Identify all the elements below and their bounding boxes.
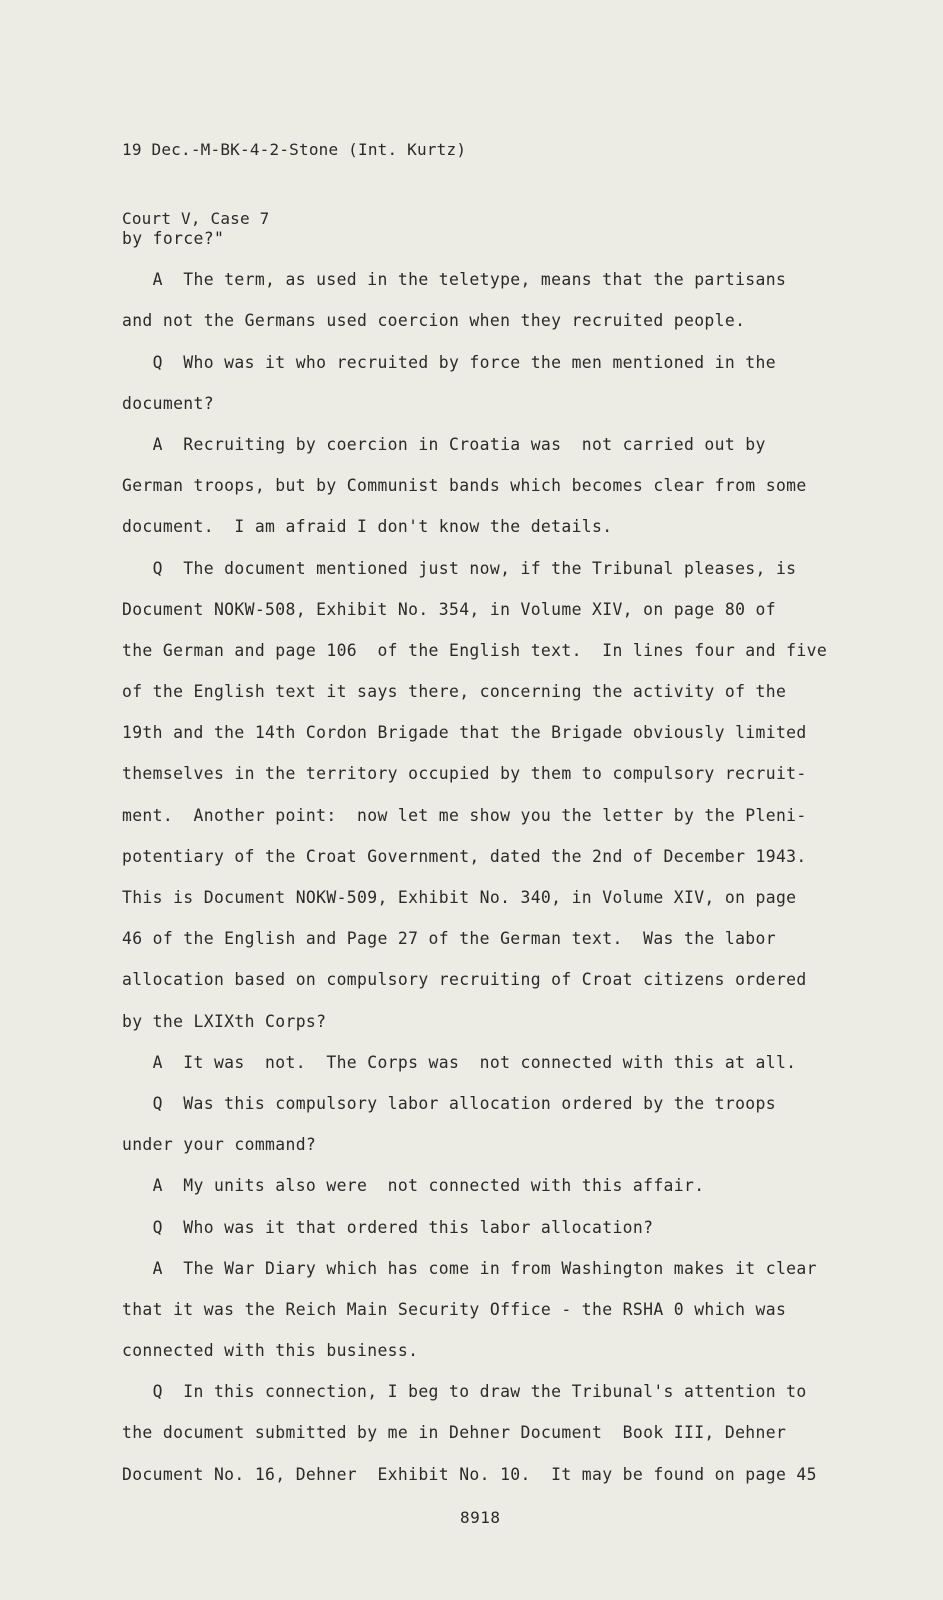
transcript-line: document. I am afraid I don't know the details. [122,517,613,537]
transcript-line: Q Who was it that ordered this labor allocation? [122,1217,654,1237]
transcript-line: Q Who was it who recruited by force the men mentioned in the [122,352,776,372]
transcript-line: Document NOKW-508, Exhibit No. 354, in Volume XIV, on page 80 of [122,599,776,619]
transcript-line: Q The document mentioned just now, if the Tribunal pleases, is [122,558,797,578]
transcript-line: under your command? [122,1135,317,1155]
transcript-line: themselves in the territory occupied by them to compulsory recruit- [122,764,807,784]
transcript-line: 46 of the English and Page 27 of the German text. Was the labor [122,929,776,949]
transcript-line: allocation based on compulsory recruiting of Croat citizens ordered [122,970,807,990]
transcript-line: Q Was this compulsory labor allocation ordered by the troops [122,1093,776,1113]
transcript-line: and not the Germans used coercion when they recruited people. [122,311,746,331]
transcript-line: Q In this connection, I beg to draw the Tribunal's attention to [122,1382,807,1402]
transcript-line: connected with this business. [122,1341,419,1361]
transcript-line: potentiary of the Croat Government, dated the 2nd of December 1943. [122,846,807,866]
transcript-line: the German and page 106 of the English text. In lines four and five [122,640,828,660]
transcript-line: ment. Another point: now let me show you the letter by the Pleni- [122,805,807,825]
transcript-line: German troops, but by Communist bands which becomes clear from some [122,476,807,496]
transcript-line: This is Document NOKW-509, Exhibit No. 340, in Volume XIV, on page [122,888,797,907]
transcript-line: by the LXIXth Corps? [122,1011,327,1031]
page-number: 8918 [460,1508,501,1527]
transcript-line: A Recruiting by coercion in Croatia was not carried out by [122,434,766,454]
transcript-line: Document No. 16, Dehner Exhibit No. 10. It may be found on page 45 [122,1464,817,1484]
transcript-line: of the English text it says there, concerning the activity of the [122,682,787,702]
transcript-line: A My units also were not connected with this affair. [122,1176,705,1196]
transcript-line: document? [122,393,214,413]
transcript-body [122,218,842,1495]
transcript-line: that it was the Reich Main Security Office - the RSHA 0 which was [122,1299,787,1319]
header-reference: 19 Dec.-M-BK-4-2-Stone (Int. Kurtz) [122,140,467,159]
transcript-line: A The War Diary which has come in from Washington makes it clear [122,1258,817,1278]
transcript-line: 19th and the 14th Cordon Brigade that the Brigade obviously limited [122,723,807,743]
transcript-line: A It was not. The Corps was not connected with this at all. [122,1052,797,1072]
header-court-case: Court V, Case 7 [122,209,270,228]
transcript-line: the document submitted by me in Dehner Document Book III, Dehner [122,1423,787,1443]
transcript-line: by force?" [122,229,225,248]
transcript-line: A The term, as used in the teletype, means that the partisans [122,270,787,290]
